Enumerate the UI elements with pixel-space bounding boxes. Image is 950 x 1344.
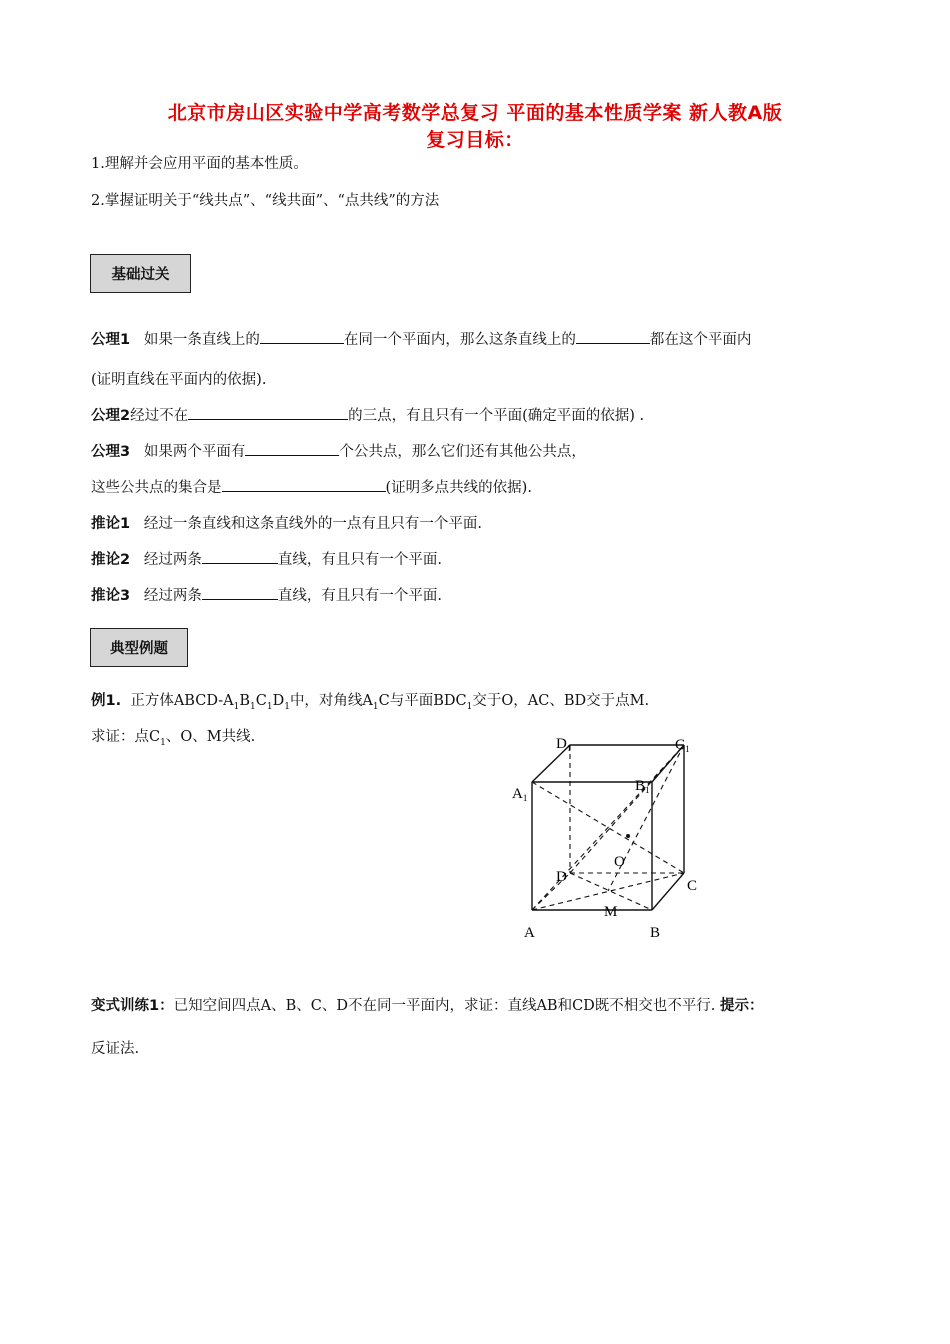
label-a: A xyxy=(524,925,535,941)
point-o xyxy=(626,834,630,838)
axiom-3: 公理3 如果两个平面有 个公共点，那么它们还有其他公共点， xyxy=(91,440,586,461)
variant-1: 变式训练1：已知空间四点A、B、C、D不在同一平面内，求证：直线AB和CD既不相交也不平行. 提示： xyxy=(91,998,764,1014)
axiom-1-note: (证明直线在平面内的依据). xyxy=(91,372,267,388)
cube-figure xyxy=(500,730,710,950)
axiom-3-cont: 这些公共点的集合是 (证明多点共线的依据). xyxy=(91,476,532,497)
variant-1-hint: 反证法. xyxy=(91,1041,140,1057)
page-title: 北京市房山区实验中学高考数学总复习 平面的基本性质学案 新人教A版 xyxy=(167,102,783,124)
label-b1: $B_1$ xyxy=(635,778,650,795)
corollary-1: 推论1 经过一条直线和这条直线外的一点有且只有一个平面. xyxy=(91,516,483,532)
label-d: D xyxy=(556,869,567,885)
label-o: O xyxy=(614,854,625,870)
label-b: B xyxy=(650,925,661,941)
goal-1: 1.理解并会应用平面的基本性质。 xyxy=(91,156,308,172)
label-a1: $A_1$ xyxy=(512,786,528,803)
axiom-2: 公理2经过不在 的三点，有且只有一个平面(确定平面的依据) . xyxy=(91,404,644,425)
example-1-proof: 求证：点$C_1$、O、M共线. xyxy=(91,729,256,748)
corollary-2: 推论2 经过两条 直线，有且只有一个平面. xyxy=(91,548,442,569)
label-m: M xyxy=(604,904,618,920)
example-1: 例1. 正方体ABCD-$A_1B_1C_1D_1$中，对角线$A_1C$与平面$BDC_1$交于O，AC、BD交于点M. xyxy=(91,693,650,712)
label-c1: $C_1$ xyxy=(675,737,690,754)
label-c: C xyxy=(687,878,698,894)
section-examples: 典型例题 xyxy=(90,628,188,667)
corollary-3: 推论3 经过两条 直线，有且只有一个平面. xyxy=(91,584,442,605)
goals-heading: 复习目标： xyxy=(426,129,524,151)
axiom-1: 公理1 如果一条直线上的 在同一个平面内，那么这条直线上的 都在这个平面内 xyxy=(91,328,751,349)
section-basics: 基础过关 xyxy=(90,254,191,293)
goal-2: 2.掌握证明关于“线共点”、“线共面”、“点共线”的方法 xyxy=(91,193,440,209)
label-d1: $D_1$ xyxy=(556,736,572,753)
